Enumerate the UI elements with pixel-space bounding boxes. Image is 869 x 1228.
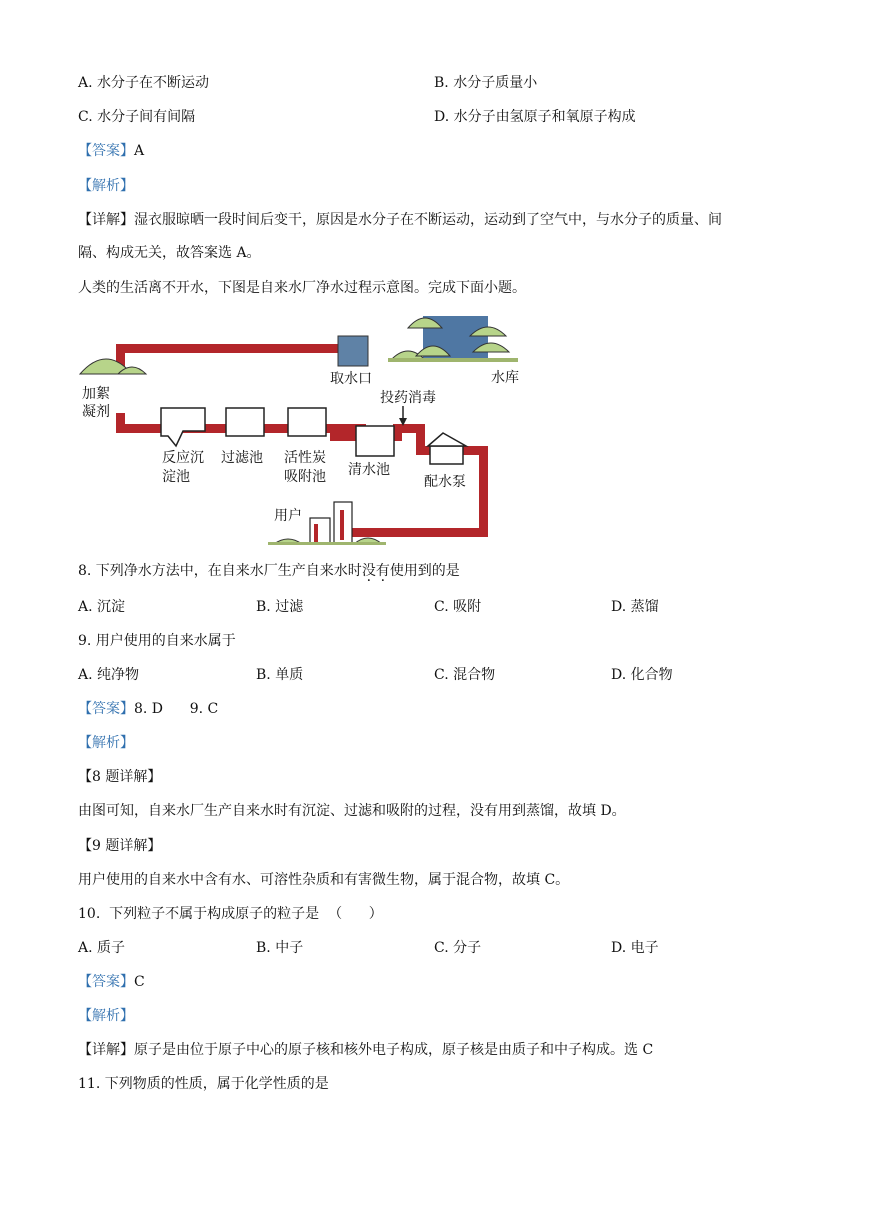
q8-option-c: C. 吸附 — [434, 599, 482, 615]
filter-tank — [226, 408, 264, 436]
q9-stem: 9. 用户使用的自来水属于 — [78, 633, 236, 649]
q8-detail-title: 【8 题详解】 — [78, 769, 162, 785]
label-reservoir: 水库 — [491, 370, 519, 386]
q10-option-a: A. 质子 — [78, 940, 126, 956]
answer-tag: 【答案】 — [78, 143, 134, 159]
q9-detail-title: 【9 题详解】 — [78, 838, 162, 854]
answer-value: A — [134, 143, 145, 159]
label-intake: 取水口 — [330, 371, 372, 387]
q8-detail-text: 由图可知，自来水厂生产自来水时有沉淀、过滤和吸附的过程，没有用到蒸馏，故填 D。 — [78, 803, 626, 819]
water-treatment-diagram — [78, 306, 538, 552]
label-disinfection: 投药消毒 — [380, 390, 436, 406]
label-carbon-2: 吸附池 — [284, 469, 326, 485]
q10-option-b: B. 中子 — [256, 940, 304, 956]
q9-option-c: C. 混合物 — [434, 667, 496, 683]
pipe-right-down — [479, 446, 488, 536]
q7-answer — [78, 141, 144, 161]
answer-tag: 【答案】 — [78, 974, 134, 990]
clean-tank — [356, 426, 394, 456]
label-coagulant-2: 凝剂 — [82, 404, 110, 420]
coagulant-tree — [80, 359, 146, 374]
label-reaction-1: 反应沉 — [162, 450, 204, 466]
q7-detail-line1 — [78, 210, 722, 230]
q8-stem-post: 使用到的是 — [389, 563, 460, 579]
q7-option-b: B. 水分子质量小 — [434, 75, 538, 91]
answer-tag: 【答案】 — [78, 701, 134, 717]
label-reaction-2: 淀池 — [162, 469, 190, 485]
intro-text: 人类的生活离不开水，下图是自来水厂净水过程示意图。完成下面小题。 — [78, 280, 526, 296]
q8-option-d: D. 蒸馏 — [611, 599, 659, 615]
q10-option-d: D. 电子 — [611, 940, 659, 956]
answer-value: C — [134, 974, 145, 990]
q89-answer — [78, 699, 218, 719]
q89-analysis-tag: 【解析】 — [78, 735, 134, 751]
q8-emphasis-2: 有 — [375, 563, 390, 579]
pump-roof — [428, 433, 466, 446]
q10-option-c: C. 分子 — [434, 940, 482, 956]
q9-detail-text: 用户使用的自来水中含有水、可溶性杂质和有害微生物，属于混合物，故填 C。 — [78, 872, 570, 888]
pump-box — [430, 446, 463, 464]
label-filter: 过滤池 — [221, 450, 263, 466]
q10-stem: 10. 下列粒子不属于构成原子的粒子是 （ ） — [78, 906, 383, 922]
detail-tag: 【详解】 — [78, 1042, 134, 1058]
label-user: 用户 — [274, 508, 302, 524]
q8-option-a: A. 沉淀 — [78, 599, 126, 615]
q7-detail-line2: 隔、构成无关，故答案选 A。 — [78, 245, 261, 261]
pipe-to-user — [348, 528, 488, 537]
q8-stem — [78, 561, 460, 581]
q8-stem-pre: 8. 下列净水方法中，在自来水厂生产自来水时 — [78, 563, 362, 579]
q7-analysis-tag: 【解析】 — [78, 178, 134, 194]
carbon-tank — [288, 408, 326, 436]
answer-value: 8. D 9. C — [134, 701, 219, 717]
q10-answer — [78, 972, 145, 992]
q7-option-c: C. 水分子间有间隔 — [78, 109, 196, 125]
q11-stem: 11. 下列物质的性质，属于化学性质的是 — [78, 1076, 329, 1092]
detail-text: 原子是由位于原子中心的原子核和核外电子构成，原子核是由质子和中子构成。选 C — [134, 1042, 654, 1058]
detail-tag: 【详解】 — [78, 212, 134, 228]
intake-box — [338, 336, 368, 366]
q9-option-a: A. 纯净物 — [78, 667, 140, 683]
label-carbon-1: 活性炭 — [284, 450, 326, 466]
q10-analysis-tag: 【解析】 — [78, 1008, 134, 1024]
q9-option-b: B. 单质 — [256, 667, 304, 683]
detail-text: 湿衣服晾晒一段时间后变干，原因是水分子在不断运动，运动到了空气中，与水分子的质量、间 — [134, 212, 722, 228]
q8-emphasis-1: 没 — [361, 563, 376, 579]
label-pump: 配水泵 — [424, 474, 466, 490]
q7-option-a: A. 水分子在不断运动 — [78, 75, 210, 91]
label-coagulant-1: 加絮 — [82, 386, 110, 402]
label-clean-tank: 清水池 — [348, 462, 390, 478]
q10-detail — [78, 1040, 653, 1060]
q7-option-d: D. 水分子由氢原子和氧原子构成 — [434, 109, 636, 125]
reaction-tank — [161, 408, 205, 446]
dosing-arrow-icon — [399, 406, 407, 426]
pipe-intake — [116, 344, 338, 353]
q8-option-b: B. 过滤 — [256, 599, 304, 615]
q9-option-d: D. 化合物 — [611, 667, 673, 683]
